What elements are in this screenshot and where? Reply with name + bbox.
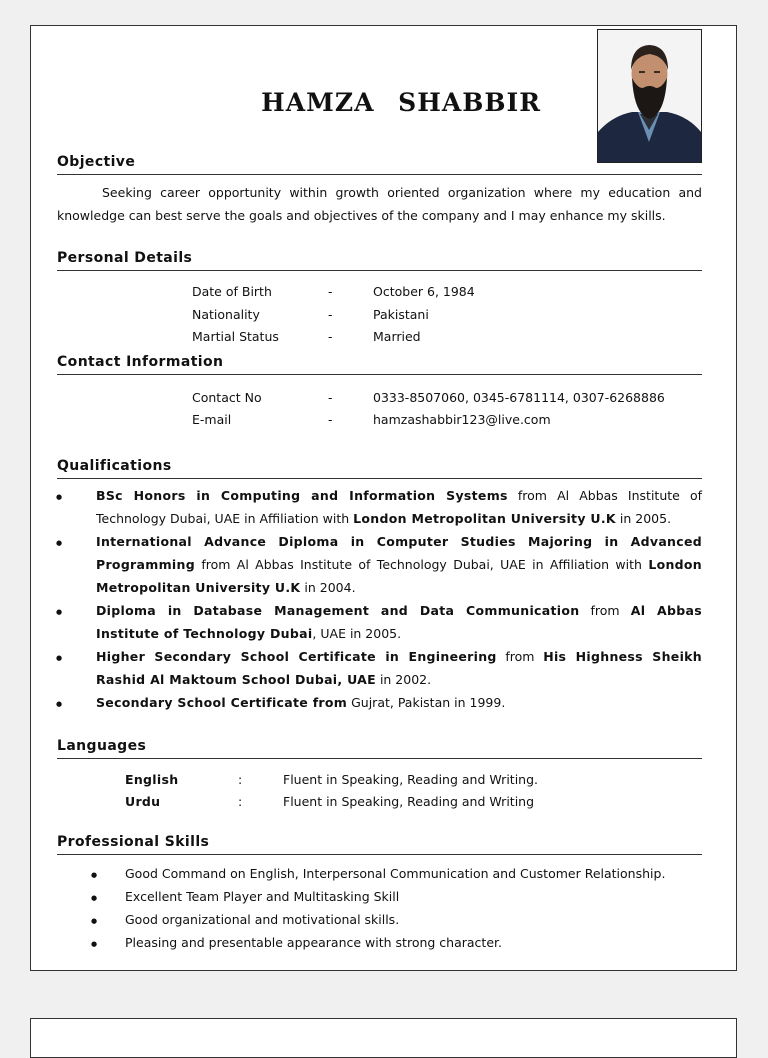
candidate-name: HAMZA SHABBIR <box>261 88 541 117</box>
qualification-text: from Al Abbas Institute of Technology Dubai, UAE in Affiliation with <box>194 557 649 572</box>
qualification-item <box>57 530 702 599</box>
qualification-text: Gujrat, Pakistan in 1999. <box>347 695 506 710</box>
qualification-title: Secondary School Certificate from <box>96 695 348 710</box>
personal-label: Martial Status <box>192 329 279 344</box>
personal-value: Married <box>373 329 421 344</box>
profile-photo-image <box>598 30 701 162</box>
qualification-year: in 2002. <box>375 672 432 687</box>
contact-separator: - <box>328 412 333 427</box>
qualification-year: in 2005. <box>615 511 672 526</box>
qualification-item <box>57 691 702 714</box>
language-level: Fluent in Speaking, Reading and Writing <box>283 794 535 809</box>
personal-details-heading-wrap <box>57 250 702 271</box>
personal-label: Nationality <box>192 307 260 322</box>
skill-item: ● Pleasing and presentable appearance with strong character. <box>57 931 702 954</box>
qualification-item <box>57 645 702 691</box>
qualification-institution: London Metropolitan University U.K <box>353 511 616 526</box>
qualification-item <box>57 484 702 530</box>
qualification-year: , UAE in 2005. <box>312 626 402 641</box>
language-level: Fluent in Speaking, Reading and Writing. <box>283 772 538 787</box>
next-page <box>30 1018 737 1058</box>
qualification-year: in 2004. <box>300 580 356 595</box>
qualifications-list <box>57 484 702 714</box>
skill-item: ● Good organizational and motivational skills. <box>57 908 702 931</box>
qualification-institution: His Highness Sheikh Rashid Al Maktoum School Dubai, UAE <box>96 649 702 687</box>
skill-item: ● Good Command on English, Interpersonal Communication and Customer Relationship. <box>57 862 702 885</box>
skills-heading: Professional Skills <box>57 834 702 855</box>
qualification-institution: London Metropolitan University U.K <box>96 557 702 595</box>
contact-separator: - <box>328 390 333 405</box>
qualifications-section <box>57 458 702 714</box>
personal-separator: - <box>328 284 333 299</box>
personal-value: Pakistani <box>373 307 429 322</box>
qualification-institution: Al Abbas Institute of Technology Dubai <box>96 603 703 641</box>
contact-heading: Contact Information <box>57 354 702 375</box>
objective-text: Seeking career opportunity within growth oriented organization where my education and knowledge can best serve the goals and objectives of the company and I may enhance my skills. <box>57 185 702 223</box>
language-separator: : <box>238 772 243 787</box>
qualification-title: Higher Secondary School Certificate in Engineering <box>96 649 497 664</box>
resume-page <box>30 25 737 971</box>
personal-label: Date of Birth <box>192 284 272 299</box>
contact-label: Contact No <box>192 390 262 405</box>
qualification-title: BSc Honors in Computing and Information Systems <box>96 488 508 503</box>
personal-details-heading: Personal Details <box>57 250 702 271</box>
skill-item: ● Excellent Team Player and Multitasking Skill <box>57 885 702 908</box>
personal-value: October 6, 1984 <box>373 284 475 299</box>
personal-separator: - <box>328 307 333 322</box>
languages-heading-wrap <box>57 738 702 759</box>
language-name: Urdu <box>125 794 161 809</box>
email-value: hamzashabbir123@live.com <box>373 412 551 427</box>
contact-value: 0333-8507060, 0345-6781114, 0307-6268886 <box>373 390 665 405</box>
languages-heading: Languages <box>57 738 702 759</box>
personal-separator: - <box>328 329 333 344</box>
qualification-text: from <box>496 649 544 664</box>
language-name: English <box>125 772 179 787</box>
qualification-item <box>57 599 702 645</box>
skills-section <box>57 834 702 954</box>
skills-list <box>57 862 702 954</box>
qualification-title: International Advance Diploma in Computer Studies Majoring in Advanced Programming <box>96 534 702 572</box>
objective-heading: Objective <box>57 154 702 175</box>
objective-section <box>57 154 702 227</box>
contact-heading-wrap <box>57 354 702 375</box>
qualification-text: from <box>579 603 631 618</box>
language-separator: : <box>238 794 243 809</box>
profile-photo <box>597 29 702 163</box>
qualification-title: Diploma in Database Management and Data Communication <box>96 603 580 618</box>
qualifications-heading: Qualifications <box>57 458 702 479</box>
qualification-text: from Al Abbas Institute of Technology Dubai, UAE in Affiliation with <box>96 488 702 526</box>
contact-label: E-mail <box>192 412 232 427</box>
